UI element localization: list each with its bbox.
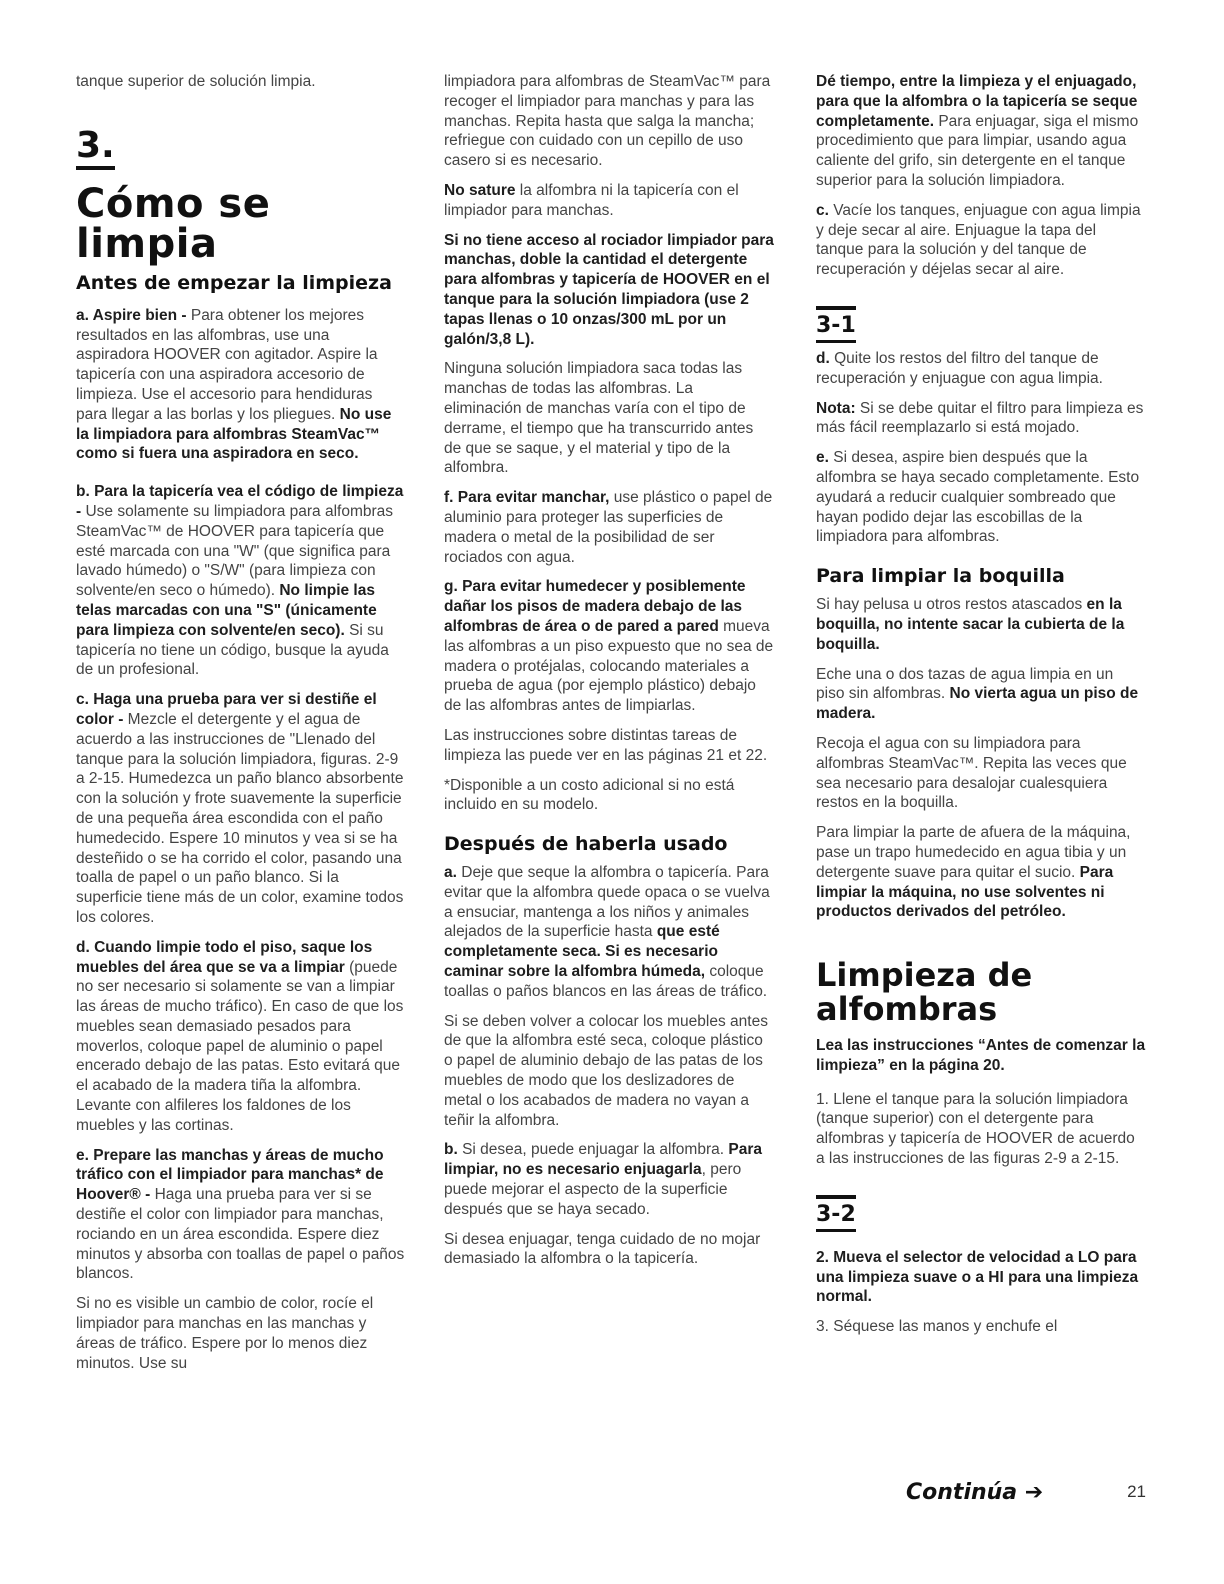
step-e: e. Prepare las manchas y áreas de mucho tráfico con el limpiador para manchas* de Hoover® - Haga una prueba para ver si se destiñe el color con limpiador para manchas, rociando en un área escondida. Espere diez minutos y absorba con toallas de papel o paños blancos. <box>76 1146 405 1283</box>
page-number: 21 <box>1127 1482 1146 1501</box>
step-f: f. Para evitar manchar, use plástico o papel de aluminio para proteger las superficies de madera o metal de la posibilidad de ser rociados con agua. <box>444 489 773 566</box>
page-footer <box>906 1480 1146 1510</box>
paragraph-no-saturate: No sature la alfombra ni la tapicería con el limpiador para manchas. <box>444 181 739 219</box>
paragraph-instructions: Las instrucciones sobre distintas tareas de limpieza las puede ver en las páginas 21 et 22. <box>444 726 768 764</box>
paragraph-stains: Ninguna solución limpiadora saca todas las manchas de todas las alfombras. La eliminación de manchas varía con el tipo de derrame, el tiempo que ha transcurrido antes de que se saque, y el material y tipo de la alfombra. <box>444 360 754 477</box>
figure-label-3-1: 3-1 <box>816 306 856 343</box>
sub-heading-before-cleaning: Antes de empezar la limpieza <box>76 271 392 294</box>
step-2: 2. Mueva el selector de velocidad a LO para una limpieza suave o a HI para una limpieza normal. <box>816 1248 1139 1306</box>
step-1: 1. Llene el tanque para la solución limpiadora (tanque superior) con el detergente para alfombras y tapicería de HOOVER de acuerdo a las instrucciones de las figuras 2-9 a 2-15. <box>816 1090 1135 1168</box>
heading-carpet-cleaning: Limpieza de alfombras <box>816 956 1033 1029</box>
note: Nota: Si se debe quitar el filtro para limpieza es más fácil reemplazarlo si está mojado. <box>816 399 1144 437</box>
paragraph-dry-time: Dé tiempo, entre la limpieza y el enjuagado, para que la alfombra o la tapicería se seque completamente. Para enjuagar, siga el mismo procedimiento que para limpiar, usando agua caliente del grifo, sin detergente en el tanque superior para la solución limpiadora. <box>816 73 1139 189</box>
figure-label-3-2: 3-2 <box>816 1195 856 1232</box>
section-number: 3. <box>76 128 115 170</box>
step-d: d. Cuando limpie todo el piso, saque los muebles del área que se va a limpiar (puede no ser necesario si solamente se van a limpiar las áreas de mucho tráfico). En caso de que los muebles sean demasiado pesados para moverlos, coloque papel de aluminio o papel encerado debajo de las patas. Esto evitará que el acabado de la madera tiña la alfombra. Levante con alfileres los faldones de los muebles y las cortinas. <box>76 938 404 1134</box>
step-c: c. Haga una prueba para ver si destiñe el color - Mezcle el detergente y el agua de acuerdo a las instrucciones de "Llenado del tanque para la solución limpiadora, figuras. 2-9 a 2-15. Humedezca un paño blanco absorbente con la solución y frote suavemente la superficie de una pequeña área escondida con el paño humedecido. Espere 10 minutos y vea si se ha desteñido o se ha corrido el color, pasando una toalla de papel o un paño blanco. Si la superficie tiene más de un color, examine todos los colores. <box>76 691 404 926</box>
intro-text: tanque superior de solución limpia. <box>76 73 316 90</box>
step-a: a. Aspire bien - Para obtener los mejores resultados en las alfombras, use una aspiradora HOOVER con agitador. Aspire la tapicería con una aspiradora accesorio de limpieza. Use el accesorio para hendiduras para llegar a las borlas y los pliegues. No use la limpiadora para alfombras SteamVac™ como si fuera una aspiradora en seco. <box>76 306 392 463</box>
after-step-d: d. Quite los restos del filtro del tanque de recuperación y enjuague con agua limpia. <box>816 349 1103 387</box>
section-title: Cómo se limpia <box>76 180 271 267</box>
paragraph-furniture: Si se deben volver a colocar los muebles antes de que la alfombra esté seca, coloque plástico o papel de aluminio debajo de las patas de los muebles de modo que los deslizadores de metal o los acabados de madera no vayan a teñir la alfombra. <box>444 1012 768 1129</box>
paragraph-recover-water: Recoja el agua con su limpiadora para alfombras SteamVac™. Repita las veces que sea necesario para desalojar cualesquiera restos en la boquilla. <box>816 734 1127 812</box>
after-step-b: b. Si desea, puede enjuagar la alfombra. Para limpiar, no es necesario enjuagarla, pero puede mejorar el aspecto de la superficie después que se haya secado. <box>444 1141 762 1218</box>
step-e-continued: Si no es visible un cambio de color, rocíe el limpiador para manchas en las manchas y áreas de tráfico. Espere por lo menos diez minutos. Use su <box>76 1295 374 1372</box>
paragraph-read-instructions: Lea las instrucciones “Antes de comenzar la limpieza” en la página 20. <box>816 1037 1146 1074</box>
continue-label: Continúa ➔ <box>906 1480 1044 1505</box>
footnote: *Disponible a un costo adicional si no está incluido en su modelo. <box>444 776 735 814</box>
step-b: b. Para la tapicería vea el código de limpieza - Use solamente su limpiadora para alfombras SteamVac™ de HOOVER para tapicería que esté marcada con una "W" (que significa para lavado húmedo) o "S/W" (para limpieza con solvente/en seco o húmedo). No limpie las telas marcadas con una "S" (únicamente para limpieza con solvente/en seco). Si su tapicería no tiene un código, busque la ayuda de un profesional. <box>76 483 404 679</box>
paragraph-spot-cleaner: limpiadora para alfombras de SteamVac™ para recoger el limpiador para manchas y para las manchas. Repita hasta que salga la mancha; refriegue con cuidado con un cepillo de uso casero si es necesario. <box>444 73 771 170</box>
column-left <box>76 72 406 1383</box>
after-step-e: e. Si desea, aspire bien después que la alfombra se haya secado completamente. Esto ayudará a reducir cualquier sombreado que hayan podido dejar las escobillas de la limpiadora para alfombras. <box>816 449 1140 546</box>
step-g: g. Para evitar humedecer y posiblemente dañar los pisos de madera debajo de las alfombras de área o de pared a pared mueva las alfombras a un piso expuesto que no sea de madera o protéjalas, colocando materiales a prueba de agua (por ejemplo plástico) debajo de las alfombras antes de limpiarlas. <box>444 578 774 715</box>
column-middle <box>444 72 774 1279</box>
paragraph-water: Eche una o dos tazas de agua limpia en un piso sin alfombras. No vierta agua un piso de madera. <box>816 665 1139 723</box>
paragraph-clean-exterior: Para limpiar la parte de afuera de la máquina, pase un trapo humedecido en agua tibia y un detergente suave para quitar el sucio. Para limpiar la máquina, no use solventes ni productos derivados del petróleo. <box>816 824 1131 921</box>
column-right <box>816 72 1146 1347</box>
after-step-c: c. Vacíe los tanques, enjuague con agua limpia y deje secar al aire. Enjuague la tapa del tanque para la solución y del tanque de recuperación y déjelas secar al aire. <box>816 201 1141 279</box>
paragraph-nozzle-debris: Si hay pelusa u otros restos atascados en la boquilla, no intente sacar la cubierta de la boquilla. <box>816 596 1125 653</box>
heading-clean-nozzle: Para limpiar la boquilla <box>816 565 1065 588</box>
step-3: 3. Séquese las manos y enchufe el <box>816 1318 1058 1336</box>
heading-after-use: Después de haberla usado <box>444 833 728 856</box>
paragraph-rinse-care: Si desea enjuagar, tenga cuidado de no mojar demasiado la alfombra o la tapicería. <box>444 1230 761 1268</box>
after-step-a: a. Deje que seque la alfombra o tapicería. Para evitar que la alfombra quede opaca o se vuelva a ensuciar, mantenga a los niños y animales alejados de la superficie hasta que esté completamente seca. Si es necesario caminar sobre la alfombra húmeda, coloque toallas o paños blancos en las áreas de tráfico. <box>444 864 770 1000</box>
paragraph-double-detergent: Si no tiene acceso al rociador limpiador para manchas, doble la cantidad el detergente para alfombras y tapicería de HOOVER en el tanque para la solución limpiadora (use 2 tapas llenas o 10 onzas/300 mL por un galón/3,8 L). <box>444 231 774 348</box>
